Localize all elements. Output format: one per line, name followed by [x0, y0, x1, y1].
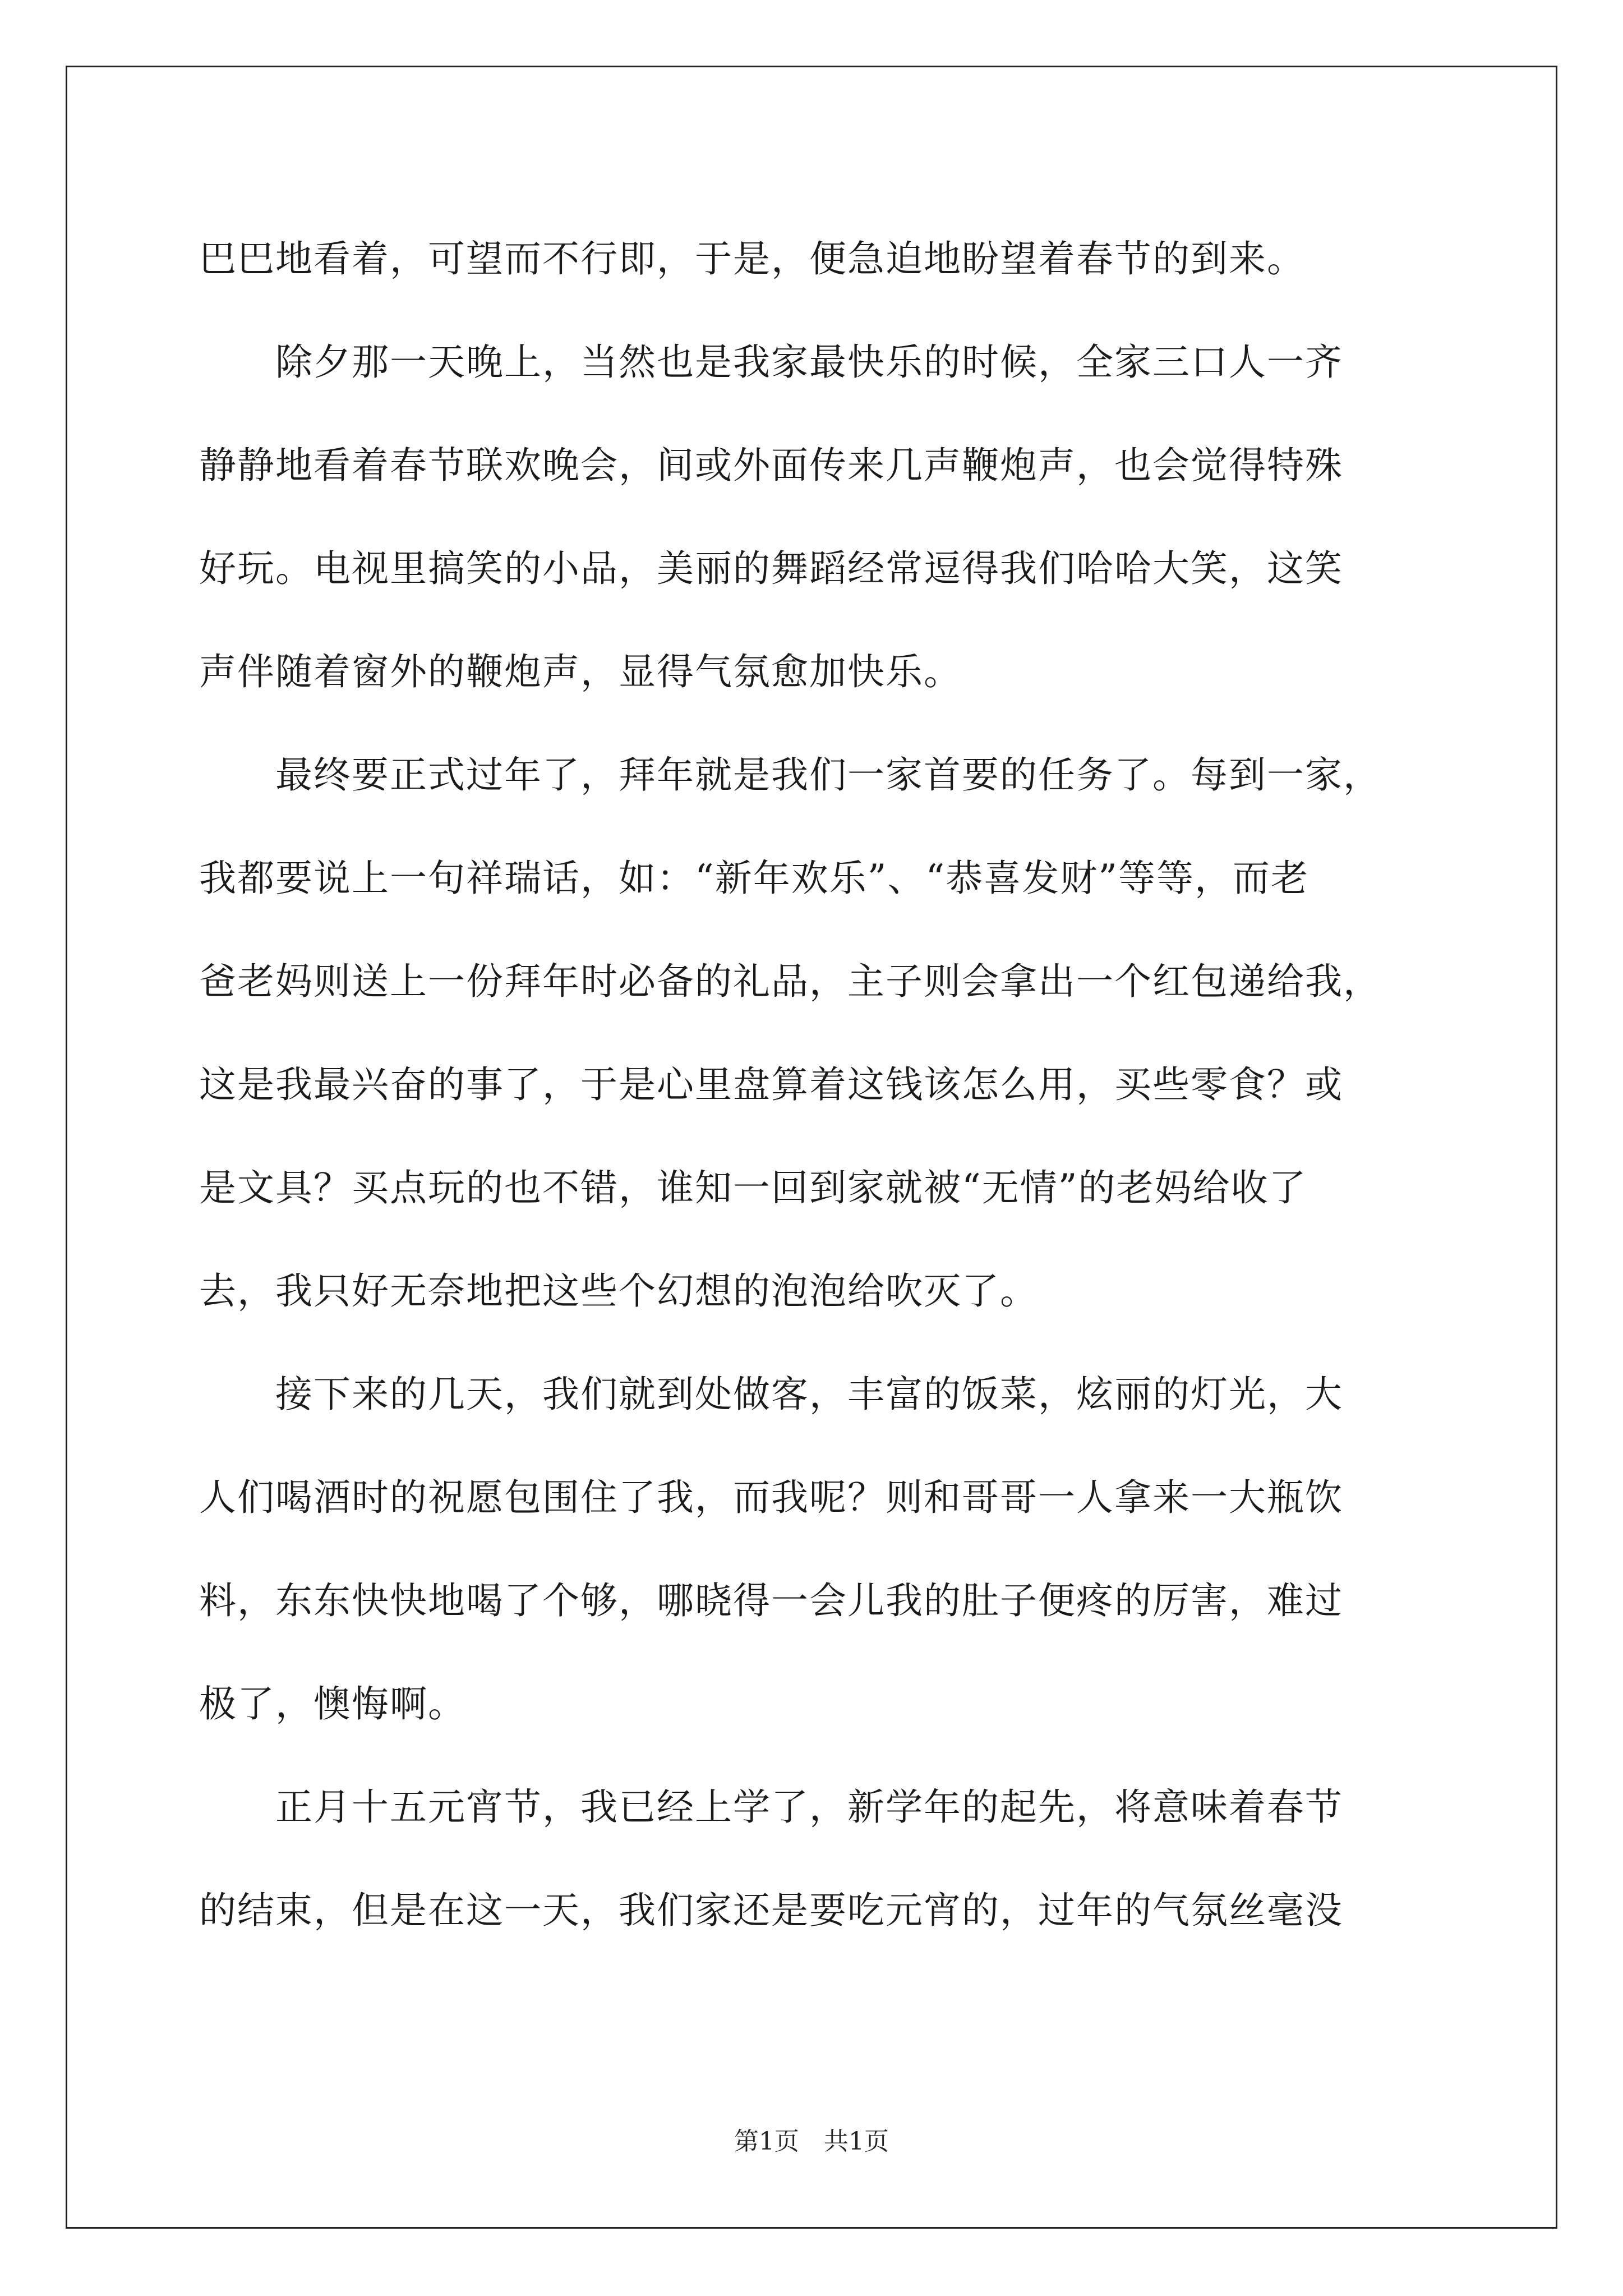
text-line: 人们喝酒时的祝愿包围住了我，而我呢？则和哥哥一人拿来一大瓶饮 [199, 1476, 1343, 1519]
text-line: 料，东东快快地喝了个够，哪晓得一会儿我的肚子便疼的厉害，难过 [199, 1579, 1343, 1622]
text-line: 最终要正式过年了，拜年就是我们一家首要的任务了。每到一家， [199, 753, 1381, 797]
text-line: 好玩。电视里搞笑的小品，美丽的舞蹈经常逗得我们哈哈大笑，这笑 [199, 547, 1343, 590]
text-line: 巴巴地看着，可望而不行即，于是，便急迫地盼望着春节的到来。 [199, 237, 1305, 280]
text-line: 极了，懊悔啊。 [199, 1682, 466, 1726]
text-line: 除夕那一天晚上，当然也是我家最快乐的时候，全家三口人一齐 [199, 341, 1343, 384]
text-line: 爸老妈则送上一份拜年时必备的礼品，主子则会拿出一个红包递给我， [199, 960, 1381, 1003]
text-line: 接下来的几天，我们就到处做客，丰富的饭菜，炫丽的灯光，大 [199, 1373, 1343, 1416]
page-number-footer: 第1页 共1页 [734, 2127, 889, 2156]
text-line: 这是我最兴奋的事了，于是心里盘算着这钱该怎么用，买些零食？或 [199, 1063, 1343, 1106]
text-line: 去，我只好无奈地把这些个幻想的泡泡给吹灭了。 [199, 1269, 1038, 1313]
document-body [199, 208, 1433, 1962]
text-line: 正月十五元宵节，我已经上学了，新学年的起先，将意味着春节 [199, 1786, 1343, 1829]
text-line: 是文具？买点玩的也不错，谁知一回到家就被“无情”的老妈给收了 [199, 1166, 1307, 1209]
text-line: 的结束，但是在这一天，我们家还是要吃元宵的，过年的气氛丝毫没 [199, 1889, 1343, 1932]
text-line: 声伴随着窗外的鞭炮声，显得气氛愈加快乐。 [199, 650, 962, 693]
text-line: 静静地看着春节联欢晚会，间或外面传来几声鞭炮声，也会觉得特殊 [199, 444, 1343, 487]
text-line: 我都要说上一句祥瑞话，如：“新年欢乐”、“恭喜发财”等等，而老 [199, 857, 1309, 900]
